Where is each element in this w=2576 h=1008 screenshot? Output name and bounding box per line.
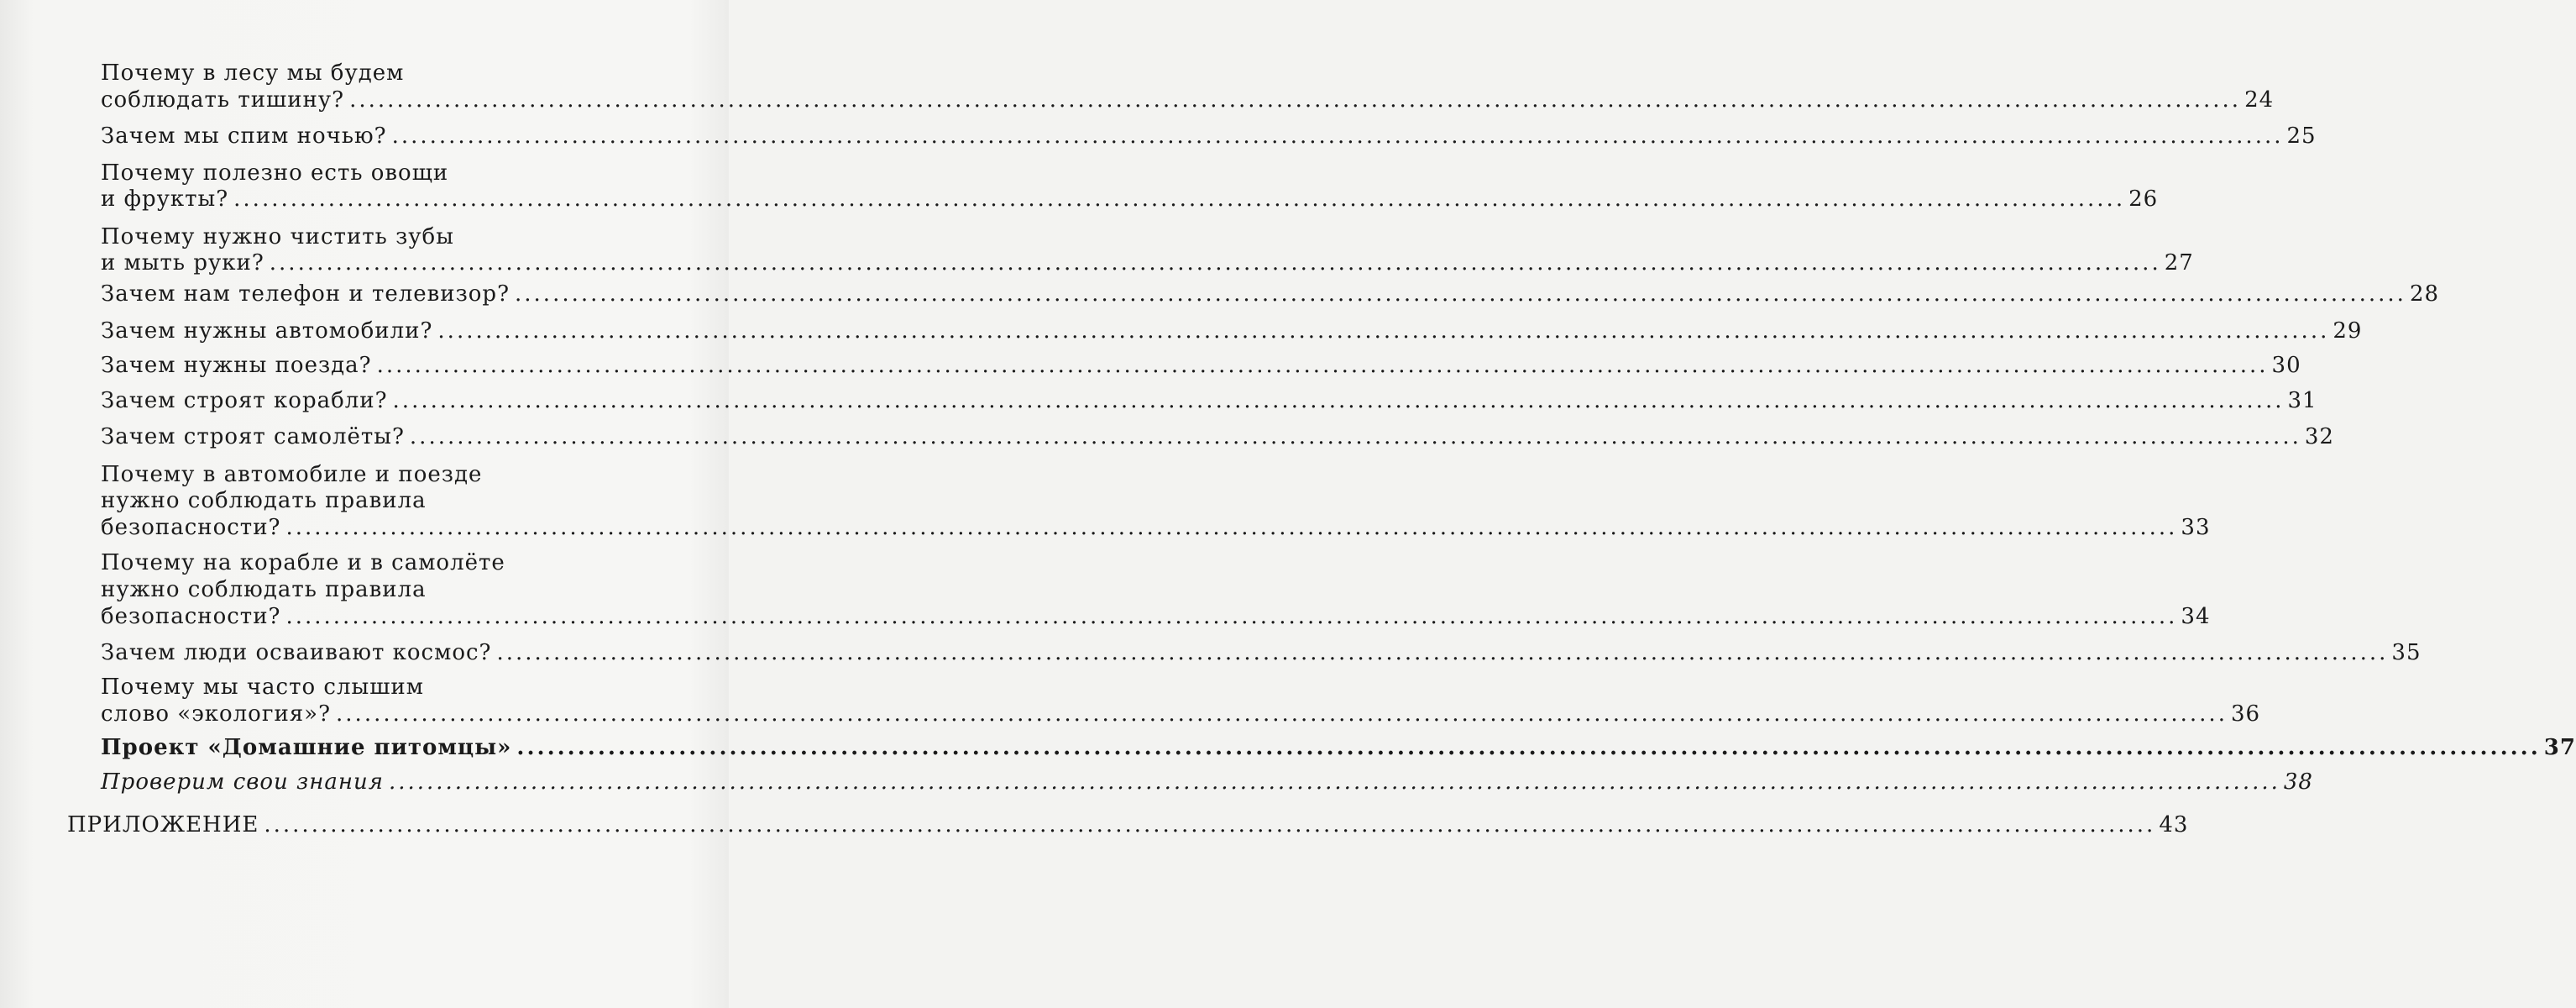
toc-leader-dots: ........................................................................................................................................................................................................ <box>516 735 2541 760</box>
toc-page-number: 33 <box>2181 515 2211 540</box>
toc-page-number: 24 <box>2244 87 2275 113</box>
toc-page-number: 31 <box>2287 388 2317 413</box>
toc-entry-line <box>101 423 2334 451</box>
toc-entry-title: нужно соблюдать правила <box>101 577 427 602</box>
toc-page-number: 25 <box>2286 123 2317 149</box>
toc-entry-line <box>101 733 2576 762</box>
toc-page-number: 29 <box>2333 318 2363 344</box>
toc-entry-title: Зачем строят корабли? <box>101 388 388 413</box>
toc-page-number: 38 <box>2283 769 2313 795</box>
toc-entry-line <box>101 768 2313 796</box>
toc-entry-line <box>101 549 689 577</box>
toc-entry-line <box>101 249 2194 277</box>
toc-leader-dots: ........................................................................................................................................................................................................ <box>409 424 2301 449</box>
toc-entry-title: Зачем нам телефон и телевизор? <box>101 281 510 307</box>
toc-page-number: 32 <box>2304 424 2334 449</box>
toc-leader-dots: ........................................................................................................................................................................................................ <box>515 281 2406 307</box>
toc-entry-line <box>101 602 2211 631</box>
toc-entry-title: нужно соблюдать правила <box>101 488 427 513</box>
toc-entry-title: Зачем нужны поезда? <box>101 353 372 378</box>
toc-entry-title: Зачем нужны автомобили? <box>101 318 433 344</box>
toc-leader-dots: ........................................................................................................................................................................................................ <box>496 640 2389 665</box>
toc-entry-title: Почему в автомобиле и поезде <box>101 462 483 487</box>
toc-entry-title: безопасности? <box>101 604 281 629</box>
toc-entry-line <box>101 638 2422 667</box>
toc-entry-line <box>101 86 2275 114</box>
toc-entry-title: ПРИЛОЖЕНИЕ <box>67 812 259 837</box>
toc-entry-line <box>101 673 689 701</box>
toc-entry-title: Проверим свои знания <box>101 769 384 795</box>
toc-entry-line <box>101 122 2317 150</box>
toc-entry-title: слово «экология»? <box>101 701 332 727</box>
toc-entry-title: Почему нужно чистить зубы <box>101 224 454 249</box>
toc-leader-dots: ........................................................................................................................................................................................................ <box>349 87 2242 113</box>
toc-entry-line <box>101 317 2363 345</box>
toc-leader-dots: ........................................................................................................................................................................................................ <box>285 515 2178 540</box>
toc-page-number: 30 <box>2271 353 2301 378</box>
toc-leader-dots: ........................................................................................................................................................................................................ <box>392 388 2285 413</box>
toc-entry-line <box>101 700 2261 728</box>
toc-entry-line <box>101 280 2440 308</box>
toc-page-number: 43 <box>2159 812 2189 837</box>
toc-entry-title: соблюдать тишину? <box>101 87 345 113</box>
toc-entry-line <box>101 575 689 604</box>
toc-page-number: 28 <box>2409 281 2440 307</box>
toc-entry-title: Зачем люди осваивают космос? <box>101 640 492 665</box>
toc-entry-title: Почему в лесу мы будем <box>101 60 405 86</box>
toc-entry-line <box>101 185 2159 213</box>
toc-leader-dots: ........................................................................................................................................................................................................ <box>285 604 2178 629</box>
toc-entry-title: Почему полезно есть овощи <box>101 160 449 186</box>
toc-entry-line <box>67 811 2189 839</box>
toc-entry-line <box>101 351 2301 380</box>
toc-leader-dots: ........................................................................................................................................................................................................ <box>437 318 2330 344</box>
toc-page-number: 34 <box>2181 604 2211 629</box>
toc-entry-title: Почему на корабле и в самолёте <box>101 550 505 575</box>
toc-leader-dots: ........................................................................................................................................................................................................ <box>264 812 2156 837</box>
toc-entry-line <box>101 513 2211 542</box>
toc-leader-dots: ........................................................................................................................................................................................................ <box>376 353 2269 378</box>
toc-page-number: 27 <box>2164 250 2194 276</box>
toc-entry-title: Зачем мы спим ночью? <box>101 123 387 149</box>
toc-entry-title: Проект «Домашние питомцы» <box>101 735 512 760</box>
toc-entry-title: Почему мы часто слышим <box>101 675 424 700</box>
toc-leader-dots: ........................................................................................................................................................................................................ <box>391 123 2284 149</box>
toc-page-number: 26 <box>2128 186 2159 212</box>
toc-page-number: 36 <box>2230 701 2261 727</box>
toc-entry-title: и мыть руки? <box>101 250 264 276</box>
toc-entry-line <box>101 486 689 515</box>
toc-leader-dots: ........................................................................................................................................................................................................ <box>388 769 2280 795</box>
toc-entry-title: безопасности? <box>101 515 281 540</box>
toc-entry-title: Зачем строят самолёты? <box>101 424 405 449</box>
toc-leader-dots: ........................................................................................................................................................................................................ <box>269 250 2161 276</box>
toc-leader-dots: ........................................................................................................................................................................................................ <box>336 701 2228 727</box>
toc-leader-dots: ........................................................................................................................................................................................................ <box>233 186 2126 212</box>
toc-page-number: 35 <box>2391 640 2422 665</box>
toc-entry-line <box>101 223 689 251</box>
toc-page-number: 37 <box>2543 735 2576 760</box>
toc-entry-line <box>101 59 689 87</box>
toc-entry-line <box>101 386 2317 415</box>
toc-entry-line <box>101 460 689 489</box>
toc-entry-line <box>101 159 689 187</box>
toc-entry-title: и фрукты? <box>101 186 229 212</box>
